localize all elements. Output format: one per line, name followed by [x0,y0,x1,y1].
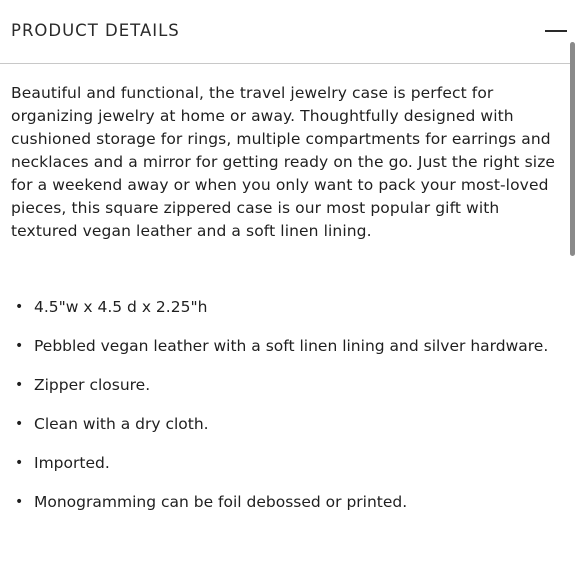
feature-text: 4.5"w x 4.5 d x 2.25"h [34,298,208,316]
feature-text: Pebbled vegan leather with a soft linen lining and silver hardware. [34,337,549,355]
minus-icon[interactable] [545,30,567,32]
list-item [0,335,560,374]
bullet-icon: • [15,416,24,432]
product-description: Beautiful and functional, the travel jewelry case is perfect for organizing jewelry at home or away. Thoughtfully designed with cushioned storage for rings, multiple compartments for earrings and necklaces and a mirror for getting ready on the go. Just the right size for a weekend away or when you only want to pack your most-loved pieces, this square zippered case is our most popular gift with textured vegan leather and a soft linen lining. [11,84,556,240]
list-item [0,296,560,335]
list-item [0,452,560,491]
bullet-icon: • [15,494,24,510]
list-item [0,413,560,452]
feature-text: Imported. [34,454,110,472]
feature-text: Monogramming can be foil debossed or printed. [34,493,408,511]
bullet-icon: • [15,455,24,471]
accordion-title: PRODUCT DETAILS [11,21,180,40]
bullet-icon: • [15,338,24,354]
bullet-icon: • [15,377,24,393]
feature-text: Zipper closure. [34,376,151,394]
list-item [0,374,560,413]
bullet-icon: • [15,299,24,315]
list-item [0,491,560,530]
feature-text: Clean with a dry cloth. [34,415,209,433]
feature-list [0,296,560,530]
scrollbar-thumb[interactable] [570,42,575,256]
product-details-accordion-header[interactable] [0,0,570,64]
